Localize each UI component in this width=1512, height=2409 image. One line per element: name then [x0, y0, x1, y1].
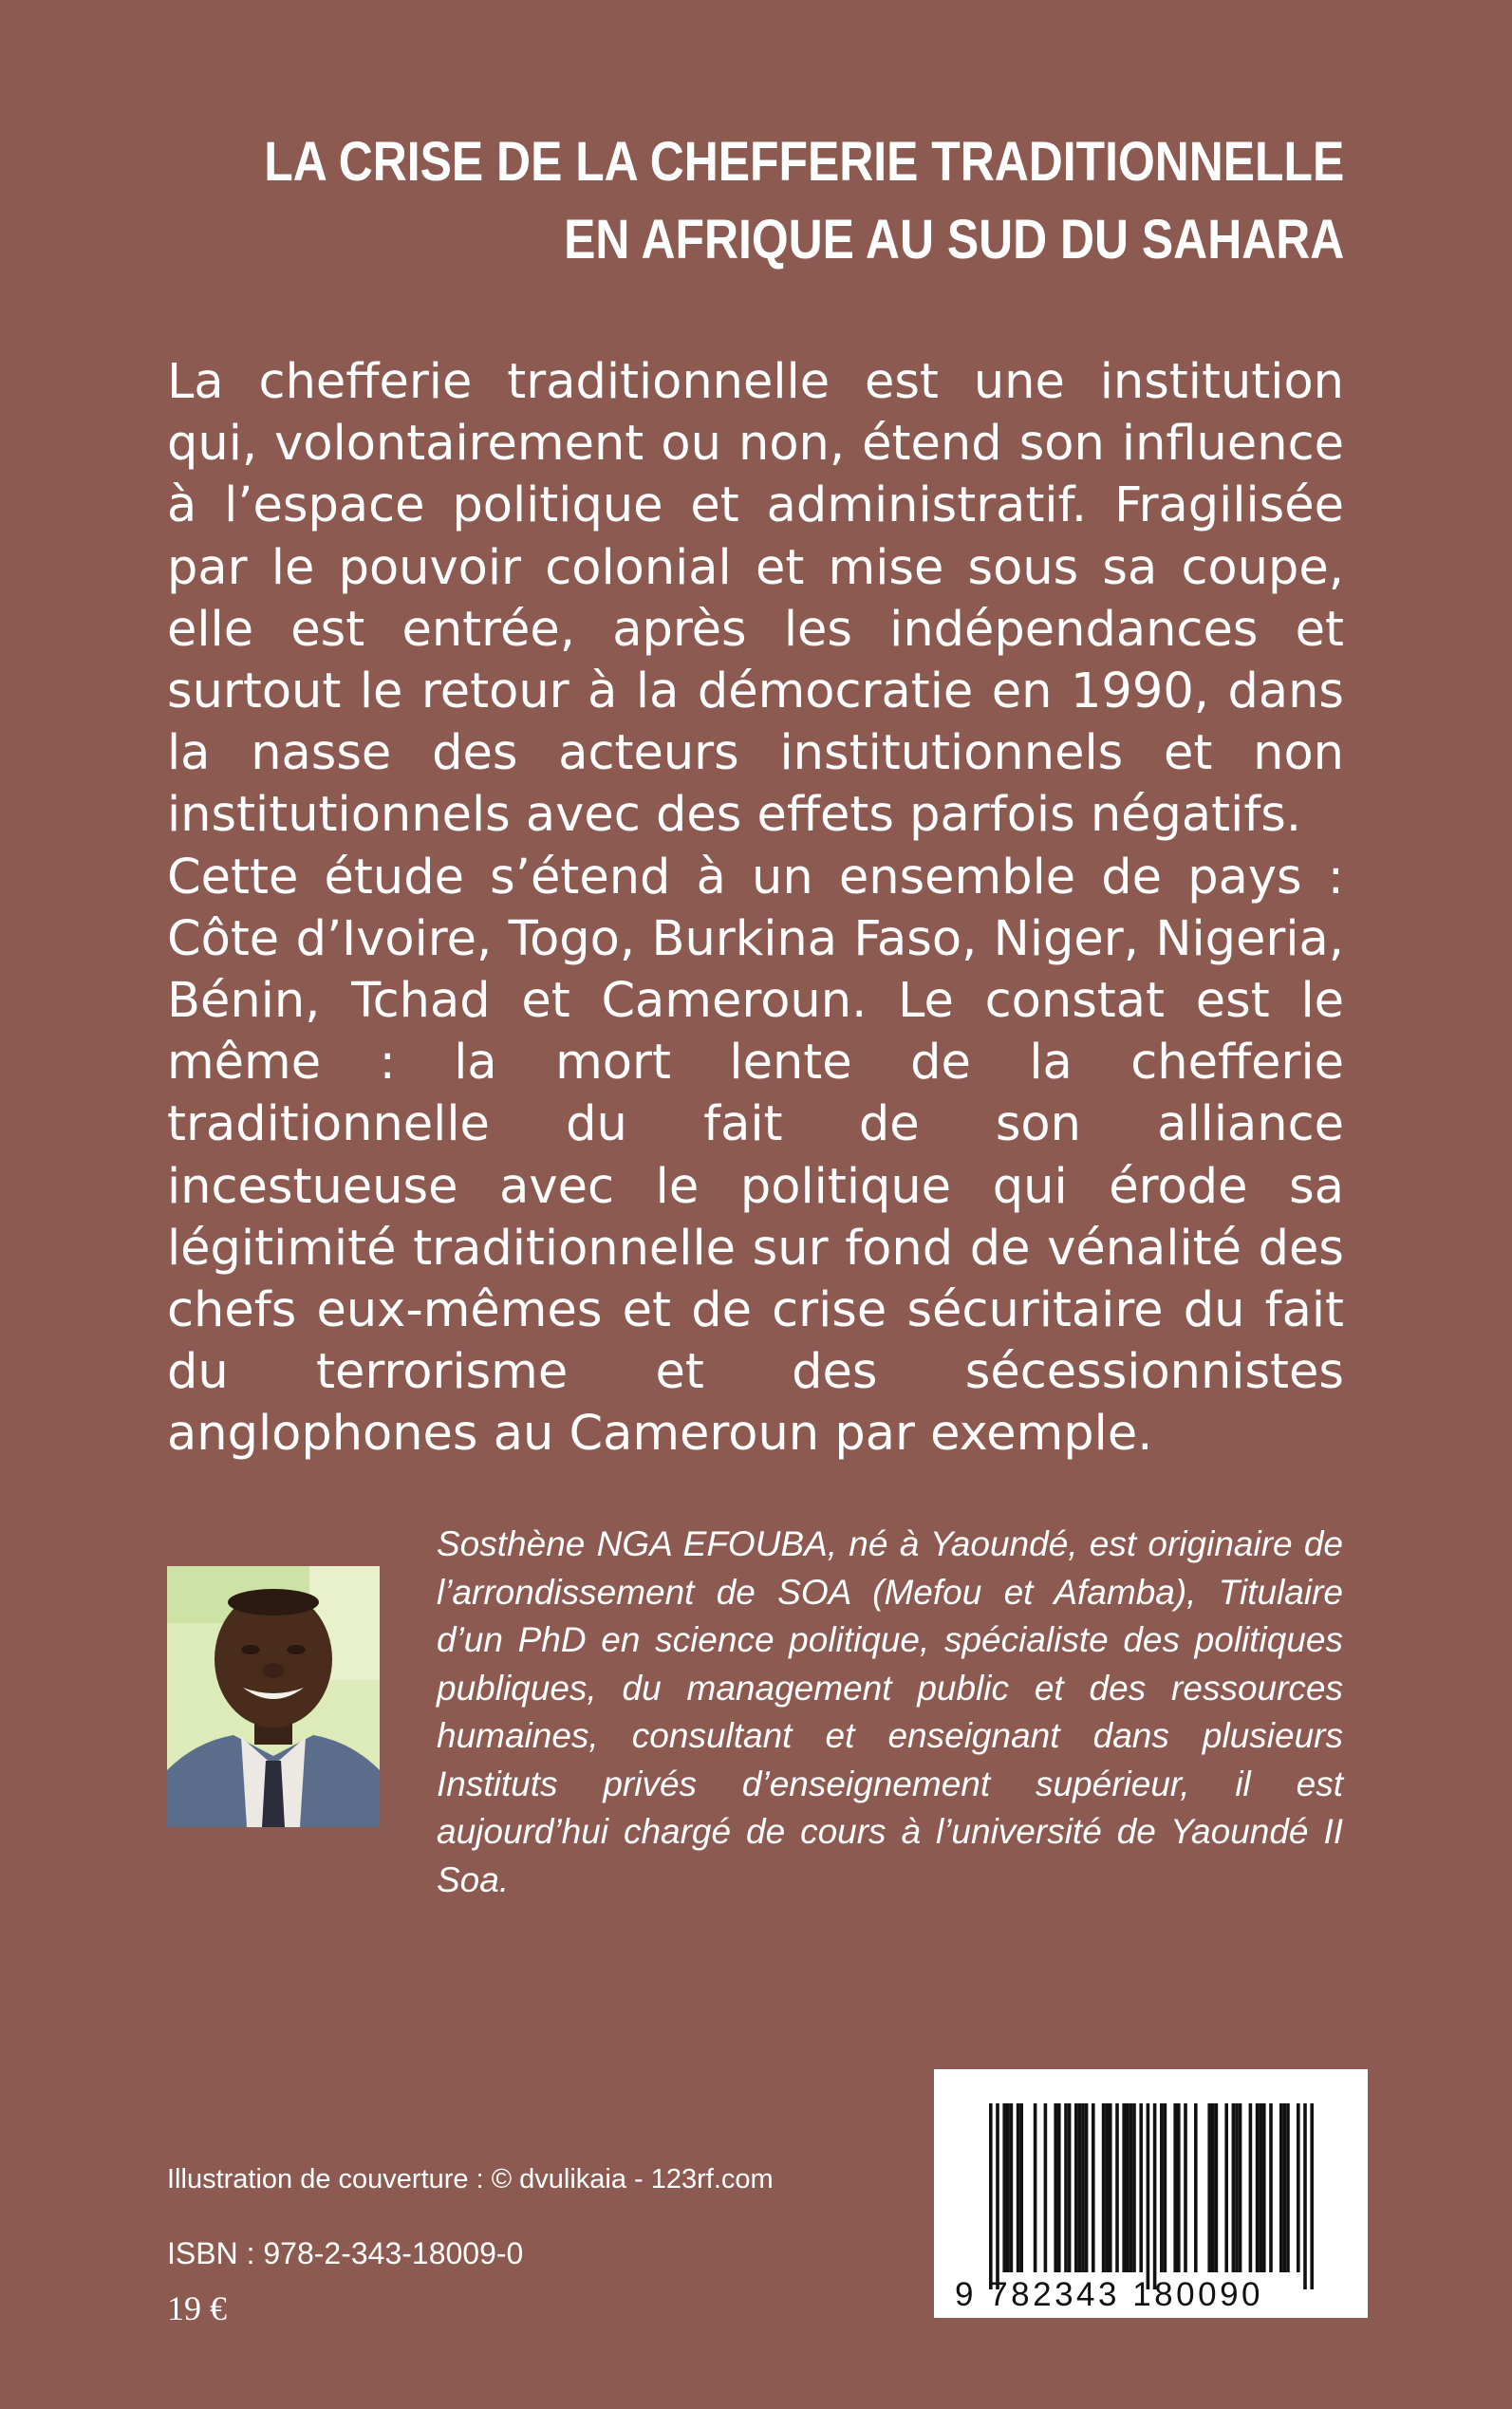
barcode-bar [1283, 2103, 1287, 2272]
barcode-bar [989, 2103, 993, 2289]
barcode-bar [1269, 2103, 1273, 2272]
barcode-bar [1215, 2103, 1219, 2272]
barcode-bar [1068, 2103, 1072, 2272]
barcode-bar [1017, 2103, 1020, 2272]
barcode-bar [1177, 2103, 1181, 2272]
barcode-bar [1164, 2103, 1167, 2272]
author-photo [167, 1566, 380, 1827]
barcode-bar [1064, 2103, 1068, 2272]
barcode-bar [1115, 2103, 1119, 2272]
barcode-bar [1105, 2103, 1109, 2272]
barcode-bar [1224, 2103, 1228, 2272]
barcode-bar [1006, 2103, 1010, 2272]
barcode-bar [1256, 2103, 1260, 2272]
book-title [264, 123, 1344, 279]
barcode-bar [1109, 2103, 1112, 2272]
barcode-bar [1081, 2103, 1085, 2272]
title-line-2: EN AFRIQUE AU SUD DU SAHARA [563, 209, 1344, 271]
barcode-bar [1173, 2103, 1177, 2272]
isbn: ISBN : 978-2-343-18009-0 [167, 2236, 524, 2270]
barcode-bar [1147, 2103, 1150, 2289]
barcode [934, 2069, 1368, 2318]
barcode-digits: 9 782343 180090 [955, 2276, 1263, 2313]
title-line-1: LA CRISE DE LA CHEFFERIE TRADITIONNELLE [263, 131, 1344, 193]
barcode-bar [1194, 2103, 1198, 2272]
barcode-bar [1085, 2103, 1089, 2272]
barcode-bar [1132, 2103, 1136, 2272]
barcode-bar [1262, 2103, 1266, 2272]
barcode-bar [1102, 2103, 1106, 2272]
author-bio: Sosthène NGA EFOUBA, né à Yaoundé, est originaire de l’arrondissement de SOA (Mefou et Afamba), Titulaire d’un PhD en science politique, spécialiste des politiques publiques, du management public et des ressources humaines, consultant et enseignant dans plusieurs Instituts privés d’enseignement supérieur, il est aujourd’hui chargé de cours à l’université de Yaoundé II Soa. [437, 1524, 1343, 1899]
barcode-bar [1207, 2103, 1211, 2272]
barcode-bar [1235, 2103, 1239, 2272]
blurb-paragraph-2: Cette étude s’étend à un ensemble de pays : Côte d’Ivoire, Togo, Burkina Faso, Niger, Nigeria, Bénin, Tchad et Cameroun. Le constat est le même : la mort lente de la chefferie traditionnelle du fait de son alliance incestueuse avec le politique qui érode sa légitimité traditionnelle sur fond de vénalité des chefs eux-mêmes et de crise sécuritaire du fait du terrorisme et des sécessionnistes anglophones au Cameroun par exemple. [167, 849, 1344, 1463]
barcode-bar [1126, 2103, 1129, 2272]
back-cover-blurb [167, 351, 1344, 1466]
barcode-bar [1019, 2103, 1023, 2272]
barcode-bar [1160, 2103, 1164, 2272]
cover-illustration-credit: Illustration de couverture : © dvulikaia - 123rf.com [167, 2164, 774, 2194]
blurb-paragraph-1: La chefferie traditionnelle est une institution qui, volontairement ou non, étend son influence à l’espace politique et administratif. Fragilisée par le pouvoir colonial et mise sous sa coupe, elle est entrée, après les indépendances et surtout le retour à la démocratie en 1990, dans la nasse des acteurs institutionnels et non institutionnels avec des effets parfois négatifs. [167, 354, 1344, 844]
barcode-bar [1010, 2103, 1014, 2272]
barcode-bar [1184, 2103, 1187, 2272]
barcode-bar [1092, 2103, 1095, 2272]
barcode-bar [1122, 2103, 1126, 2272]
author-portrait-icon [167, 1566, 380, 1827]
barcode-bar [996, 2103, 999, 2289]
barcode-bar [1002, 2103, 1006, 2272]
barcode-bar [1054, 2103, 1057, 2272]
barcode-bar [1239, 2103, 1242, 2272]
barcode-bar [1259, 2103, 1262, 2272]
barcode-bar [1074, 2103, 1078, 2272]
barcode-bar [1232, 2103, 1236, 2272]
barcode-bar [1129, 2103, 1133, 2272]
barcode-bar [1297, 2103, 1300, 2272]
barcode-bar [1139, 2103, 1143, 2272]
barcode-bar [1211, 2103, 1215, 2272]
barcode-bar [1057, 2103, 1061, 2272]
barcode-bar [1286, 2103, 1290, 2272]
barcode-bar [1310, 2103, 1314, 2289]
barcode-bar [1279, 2103, 1283, 2272]
barcode-bar [1044, 2103, 1048, 2272]
barcode-bar [1078, 2103, 1082, 2272]
barcode-bar [1303, 2103, 1307, 2289]
price: 19 € [167, 2289, 227, 2327]
barcode-bar [1034, 2103, 1037, 2272]
barcode-bar [1249, 2103, 1253, 2272]
barcode-bar [1153, 2103, 1157, 2289]
